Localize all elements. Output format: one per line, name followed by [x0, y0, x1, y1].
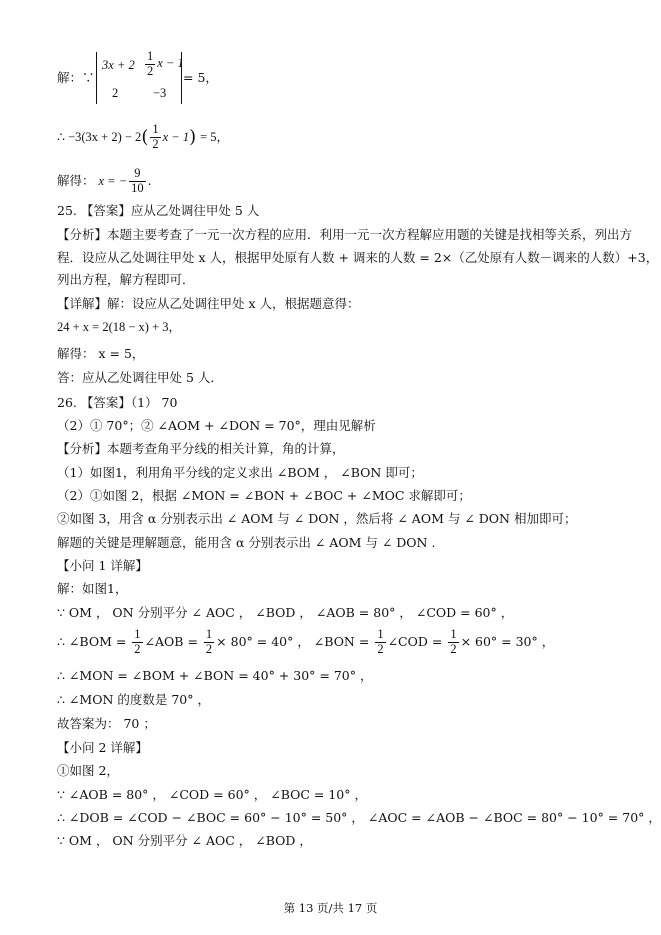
det-a: 3x + 2: [102, 58, 135, 72]
q25-solve: 解得： x = 5，: [57, 346, 145, 361]
half-fraction: $\frac{1}{2}$: [134, 627, 141, 656]
solution-line-1: [57, 70, 95, 85]
q26-s2-line-2: ∵ ∠AOB = 80° ， ∠COD = 60° ， ∠BOC = 10° ，: [57, 787, 367, 802]
det-c: 2: [112, 86, 119, 100]
determinant: [96, 49, 184, 104]
page-footer: 第 13 页/共 17 页: [283, 901, 378, 915]
q26-analysis-3: ②如图 3，用含 α 分别表示出 ∠ AOM 与 ∠ DON ，然后将 ∠ AOM 与 ∠ DON 相加即可；: [57, 511, 577, 526]
q26-subquestion-2: 【小问 2 详解】: [57, 740, 148, 755]
q26-answer: 26. 【答案】（1） 70: [57, 395, 178, 410]
q25-analysis-3: 列出方程，解方程即可．: [57, 272, 195, 287]
q26-s1-line-5: ∴ ∠MON 的度数是 70° ，: [57, 692, 210, 707]
q26-s1-line-2: ∵ OM ， ON 分别平分 ∠ AOC ， ∠BOD ， ∠AOB = 80° ， ∠COD = 60° ，: [57, 605, 514, 620]
solution-line-2: ∴ −3(3x + 2) − 2( $\frac{1}{2}$ x − 1) = 5，: [57, 122, 230, 151]
solution-line-3: 解得： x = − $\frac{9}{10}$ .: [57, 166, 152, 195]
l3-fraction: $\frac{9}{10}$: [131, 166, 144, 195]
q25-final: 答：应从乙处调往甲处 5 人．: [57, 370, 223, 385]
det-b-fraction: $\frac{1}{2}$: [147, 49, 154, 78]
q26-s1-line-1: 解：如图1，: [57, 581, 128, 596]
half-fraction: $\frac{1}{2}$: [450, 627, 457, 656]
q26-answer-2: （2）① 70°；② ∠AOM + ∠DON = 70°，理由见解析: [57, 418, 376, 433]
q26-analysis: 【分析】本题考查角平分线的相关计算，角的计算，: [57, 441, 345, 456]
q26-subquestion-1: 【小问 1 详解】: [57, 558, 148, 573]
det-equals: = 5，: [183, 70, 218, 85]
q26-s2-line-4: ∵ OM ， ON 分别平分 ∠ AOC ， ∠BOD ，: [57, 833, 312, 848]
q25-equation: 24 + x = 2(18 − x) + 3，: [57, 320, 182, 334]
det-b: $\frac{1}{2}$ x − 1: [147, 49, 184, 78]
l2-fraction: $\frac{1}{2}$: [152, 122, 159, 151]
q26-s2-line-1: ①如图 2，: [57, 763, 119, 778]
q25-answer: 25. 【答案】应从乙处调往甲处 5 人: [57, 203, 260, 218]
q25-analysis-2: 程．设应从乙处调往甲处 x 人，根据甲处原有人数 + 调来的人数 = 2×（乙处原有人数－调来的人数）+3，: [57, 250, 659, 265]
q26-s1-line-6: 故答案为： 70 ；: [57, 716, 156, 731]
q26-analysis-1: （1）如图1，利用角平分线的定义求出 ∠BOM ， ∠BON 即可；: [57, 465, 423, 480]
q25-analysis-1: 【分析】本题主要考查了一元一次方程的应用．利用一元一次方程解应用题的关键是找相等关系，列出方: [57, 227, 633, 242]
half-fraction: $\frac{1}{2}$: [377, 627, 384, 656]
solve-prefix: 解：∵: [57, 70, 95, 85]
q26-analysis-4: 解题的关键是理解题意，能用含 α 分别表示出 ∠ AOM 与 ∠ DON .: [57, 535, 436, 550]
det-d: −3: [153, 86, 167, 100]
q25-detail: 【详解】解：设应从乙处调往甲处 x 人，根据题意得：: [57, 296, 360, 311]
q26-s1-line-4: ∴ ∠MON = ∠BOM + ∠BON = 40° + 30° = 70° ，: [57, 668, 373, 683]
half-fraction: $\frac{1}{2}$: [205, 627, 213, 656]
q26-s2-line-3: ∴ ∠DOB = ∠COD − ∠BOC = 60° − 10° = 50° ， ∠AOC = ∠AOB − ∠BOC = 80° − 10° = 70° ，: [57, 810, 661, 825]
q26-s1-line-3: ∴ ∠BOM = $\frac{1}{2}$ ∠AOB = $\frac{1}{2}$ × 80° = 40° ， ∠BON = $\frac{1}{2}$ ∠COD = $\frac{1}{2}$ × 60° = 30° ，: [57, 627, 555, 656]
q26-analysis-2: （2）①如图 2，根据 ∠MON = ∠BON + ∠BOC + ∠MOC 求解即可；: [57, 488, 471, 503]
